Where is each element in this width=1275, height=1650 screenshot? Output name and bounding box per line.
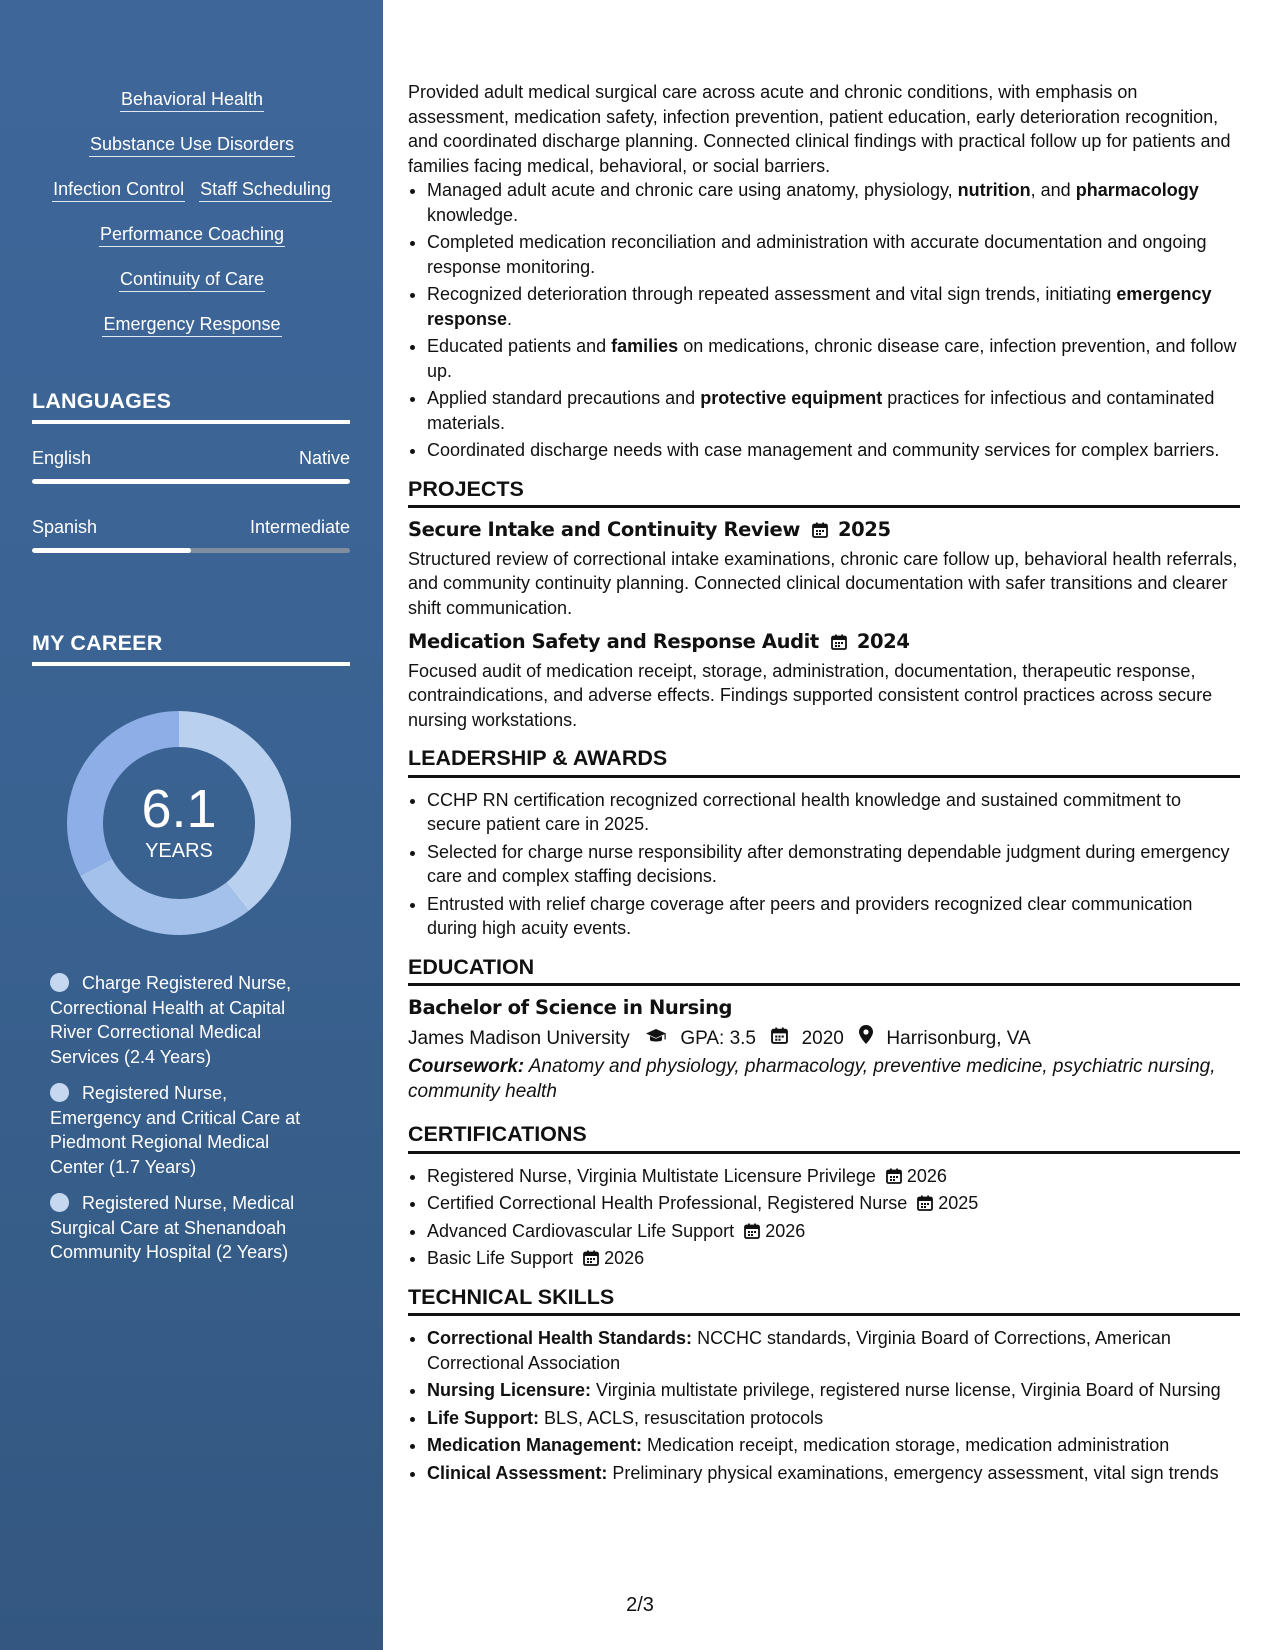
certification-name: Basic Life Support [427,1248,574,1268]
sidebar [0,0,383,1650]
career-segment [80,859,248,935]
experience-bullets [408,178,1240,463]
project-item [408,518,1240,620]
career-item [50,1191,320,1265]
calendar-icon [831,632,849,650]
coursework [408,1055,1240,1104]
bold-keyword: emergency response [427,284,1212,329]
coursework-text: Anatomy and physiology, pharmacology, preventive medicine, psychiatric nursing, community health [408,1056,1216,1102]
bullet-text: , and [1030,180,1076,200]
skill-tag: Staff Scheduling [199,177,332,202]
education-entry [408,996,1240,1104]
gpa: GPA: 3.5 [680,1027,756,1049]
projects-heading: PROJECTS [408,477,1240,509]
skill-tag: Continuity of Care [119,267,265,292]
bullet-text: knowledge. [427,204,519,225]
leadership-item: • CCHP RN certification recognized correctional health knowledge and sustained commitment to secure patient care in 2025. [427,788,1240,837]
technical-skill-text: NCCHC standards, Virginia Board of Corrections, American Correctional Association [427,1328,1171,1373]
project-item [408,630,1240,732]
career-total-value: 6.1 [141,779,217,839]
bullet-text: Coordinated discharge needs with case management and community services for complex barriers. [427,440,1220,460]
bold-keyword: nutrition [957,180,1031,200]
bullet-text: on medications, chronic disease care, infection prevention, and follow up. [427,336,1237,381]
language-level: Intermediate [249,517,350,537]
bullet-text: Recognized deterioration through repeated assessment and vital sign trends, initiating [427,284,1117,304]
bold-keyword: families [611,336,679,356]
experience-bullet [427,334,1240,383]
skill-tag: Behavioral Health [120,87,264,112]
experience-bullet [427,282,1240,331]
bullet-text: . [507,308,513,329]
language-bar [32,548,350,553]
technical-skill-text: BLS, ACLS, resuscitation protocols [538,1407,824,1428]
degree-title: Bachelor of Science in Nursing [408,996,733,1019]
language-bar-fill [32,479,350,484]
career-item [50,1081,320,1179]
project-title: Secure Intake and Continuity Review [408,518,800,541]
project-description: Structured review of correctional intake examinations, chronic care follow up, behavioral health referrals, and community continuity planning. Connected clinical documentation with safer transitions and clearer shift communication. [408,548,1238,618]
skill-tag: Substance Use Disorders [89,132,295,157]
school-name: James Madison University [408,1027,630,1049]
certification-year: 2026 [906,1165,947,1186]
career-item-text: Charge Registered Nurse, Correctional Health at Capital River Correctional Medical Services (2.4 Years) [50,973,292,1067]
language-item [32,448,350,484]
languages-heading: LANGUAGES [32,389,350,424]
language-level: Native [298,448,350,468]
technical-skill-text: Virginia multistate privilege, registered nurse license, Virginia Board of Nursing [591,1380,1221,1400]
leadership-item: • Entrusted with relief charge coverage after peers and providers recognized clear communication during high acuity events. [427,892,1240,941]
project-title: Medication Safety and Response Audit [408,630,819,653]
bullet-text: Completed medication reconciliation and administration with accurate documentation and ongoing response monitoring. [427,232,1207,277]
leadership-heading: LEADERSHIP & AWARDS [408,746,1240,778]
language-bar-fill [32,548,191,553]
career-dot [50,973,69,992]
education-heading: EDUCATION [408,955,1240,987]
skill-row [32,311,352,337]
language-name: Spanish [32,517,98,537]
bullet-text: Educated patients and [427,336,612,356]
career-item-text: Registered Nurse, Emergency and Critical Care at Piedmont Regional Medical Center (1.7 Years) [50,1083,301,1177]
certification-item [427,1164,1240,1189]
career-heading: MY CAREER [32,631,350,666]
education-details [408,1025,1240,1052]
experience-bullet [427,230,1240,279]
certification-year: 2026 [604,1248,645,1268]
project-title-row [408,518,1240,543]
certification-name: Registered Nurse, Virginia Multistate Licensure Privilege [427,1165,876,1186]
certification-year: 2026 [765,1220,806,1241]
project-title-row [408,630,1240,655]
certifications-list [408,1164,1240,1271]
skill-tag: Emergency Response [102,312,281,337]
career-item [50,971,320,1069]
graduation-cap-icon [645,1028,672,1049]
career-list [50,971,320,1277]
skill-row [32,86,352,112]
skills-list [32,86,352,356]
technical-skill-text: Preliminary physical examinations, emergency assessment, vital sign trends [607,1462,1219,1483]
bold-keyword: protective equipment [700,388,883,408]
technical-skill-label: Clinical Assessment: [427,1462,608,1483]
calendar-icon [583,1248,599,1264]
certifications-heading: CERTIFICATIONS [408,1122,1240,1154]
career-item-text: Registered Nurse, Medical Surgical Care at Shenandoah Community Hospital (2 Years) [50,1193,295,1262]
technical-skills-list [408,1326,1240,1485]
career-total-unit: YEARS [145,840,213,862]
bold-keyword: pharmacology [1075,180,1199,200]
technical-skill-label: Life Support: [427,1407,539,1428]
location-pin-icon [859,1028,878,1049]
technical-skill-text: Medication receipt, medication storage, medication administration [642,1435,1170,1455]
leadership-item: • Selected for charge nurse responsibility after demonstrating dependable judgment during emergency care and complex staffing decisions. [427,840,1240,889]
career-dot [50,1193,69,1212]
bullet-text: Applied standard precautions and [427,388,701,408]
certification-name: Advanced Cardiovascular Life Support [427,1220,735,1241]
certification-name: Certified Correctional Health Professional, Registered Nurse [427,1193,908,1213]
technical-skill-item [427,1378,1240,1403]
bullet-text: practices for infectious and contaminated materials. [427,388,1215,433]
calendar-icon [744,1221,760,1237]
skill-row [32,176,352,202]
experience-bullet [427,386,1240,435]
coursework-label: Coursework: [408,1056,525,1077]
technical-skill-item [427,1433,1240,1458]
language-bar [32,479,350,484]
skill-row [32,221,352,247]
technical-skill-label: Medication Management: [427,1435,643,1455]
language-item [32,517,350,553]
career-total [66,780,292,863]
school-location: Harrisonburg, VA [886,1027,1031,1049]
certification-item [427,1219,1240,1244]
project-year: 2025 [837,518,891,541]
project-description: Focused audit of medication receipt, storage, administration, documentation, therapeutic response, contraindications, and adverse effects. Findings supported consistent control practices across secure nursing workstations. [408,660,1213,730]
projects-list [408,518,1240,732]
technical-skill-item [427,1406,1240,1431]
experience-bullet [427,178,1240,227]
main-content [408,80,1240,1488]
calendar-icon [917,1193,933,1209]
career-dot [50,1083,69,1102]
technical-skill-label: Nursing Licensure: [427,1380,592,1400]
technical-skills-heading: TECHNICAL SKILLS [408,1285,1240,1317]
calendar-icon [886,1166,902,1182]
project-year: 2024 [856,630,910,653]
language-name: English [32,448,92,468]
skill-row [32,266,352,292]
graduation-year: 2020 [801,1027,844,1049]
experience-summary: Provided adult medical surgical care across acute and chronic conditions, with emphasis on assessment, medication safety, infection prevention, patient education, early deterioration recognition, and coordinated discharge planning. Connected clinical findings with practical follow up for patients and families facing medical, behavioral, or social barriers. [408,82,1231,176]
skill-row [32,131,352,157]
bullet-text: Managed adult acute and chronic care using anatomy, physiology, [427,180,958,200]
skill-tag: Infection Control [52,177,185,202]
technical-skill-label: Correctional Health Standards: [427,1328,693,1348]
page-number: 2/3 [626,1594,654,1616]
leadership-list [408,788,1240,941]
certification-year: 2025 [938,1193,979,1213]
technical-skill-item [427,1461,1240,1486]
technical-skill-item [427,1326,1240,1375]
certification-item [427,1246,1240,1271]
calendar-icon [812,520,830,538]
skill-tag: Performance Coaching [99,222,285,247]
experience-bullet [427,438,1240,463]
certification-item [427,1191,1240,1216]
calendar-icon [771,1028,793,1049]
